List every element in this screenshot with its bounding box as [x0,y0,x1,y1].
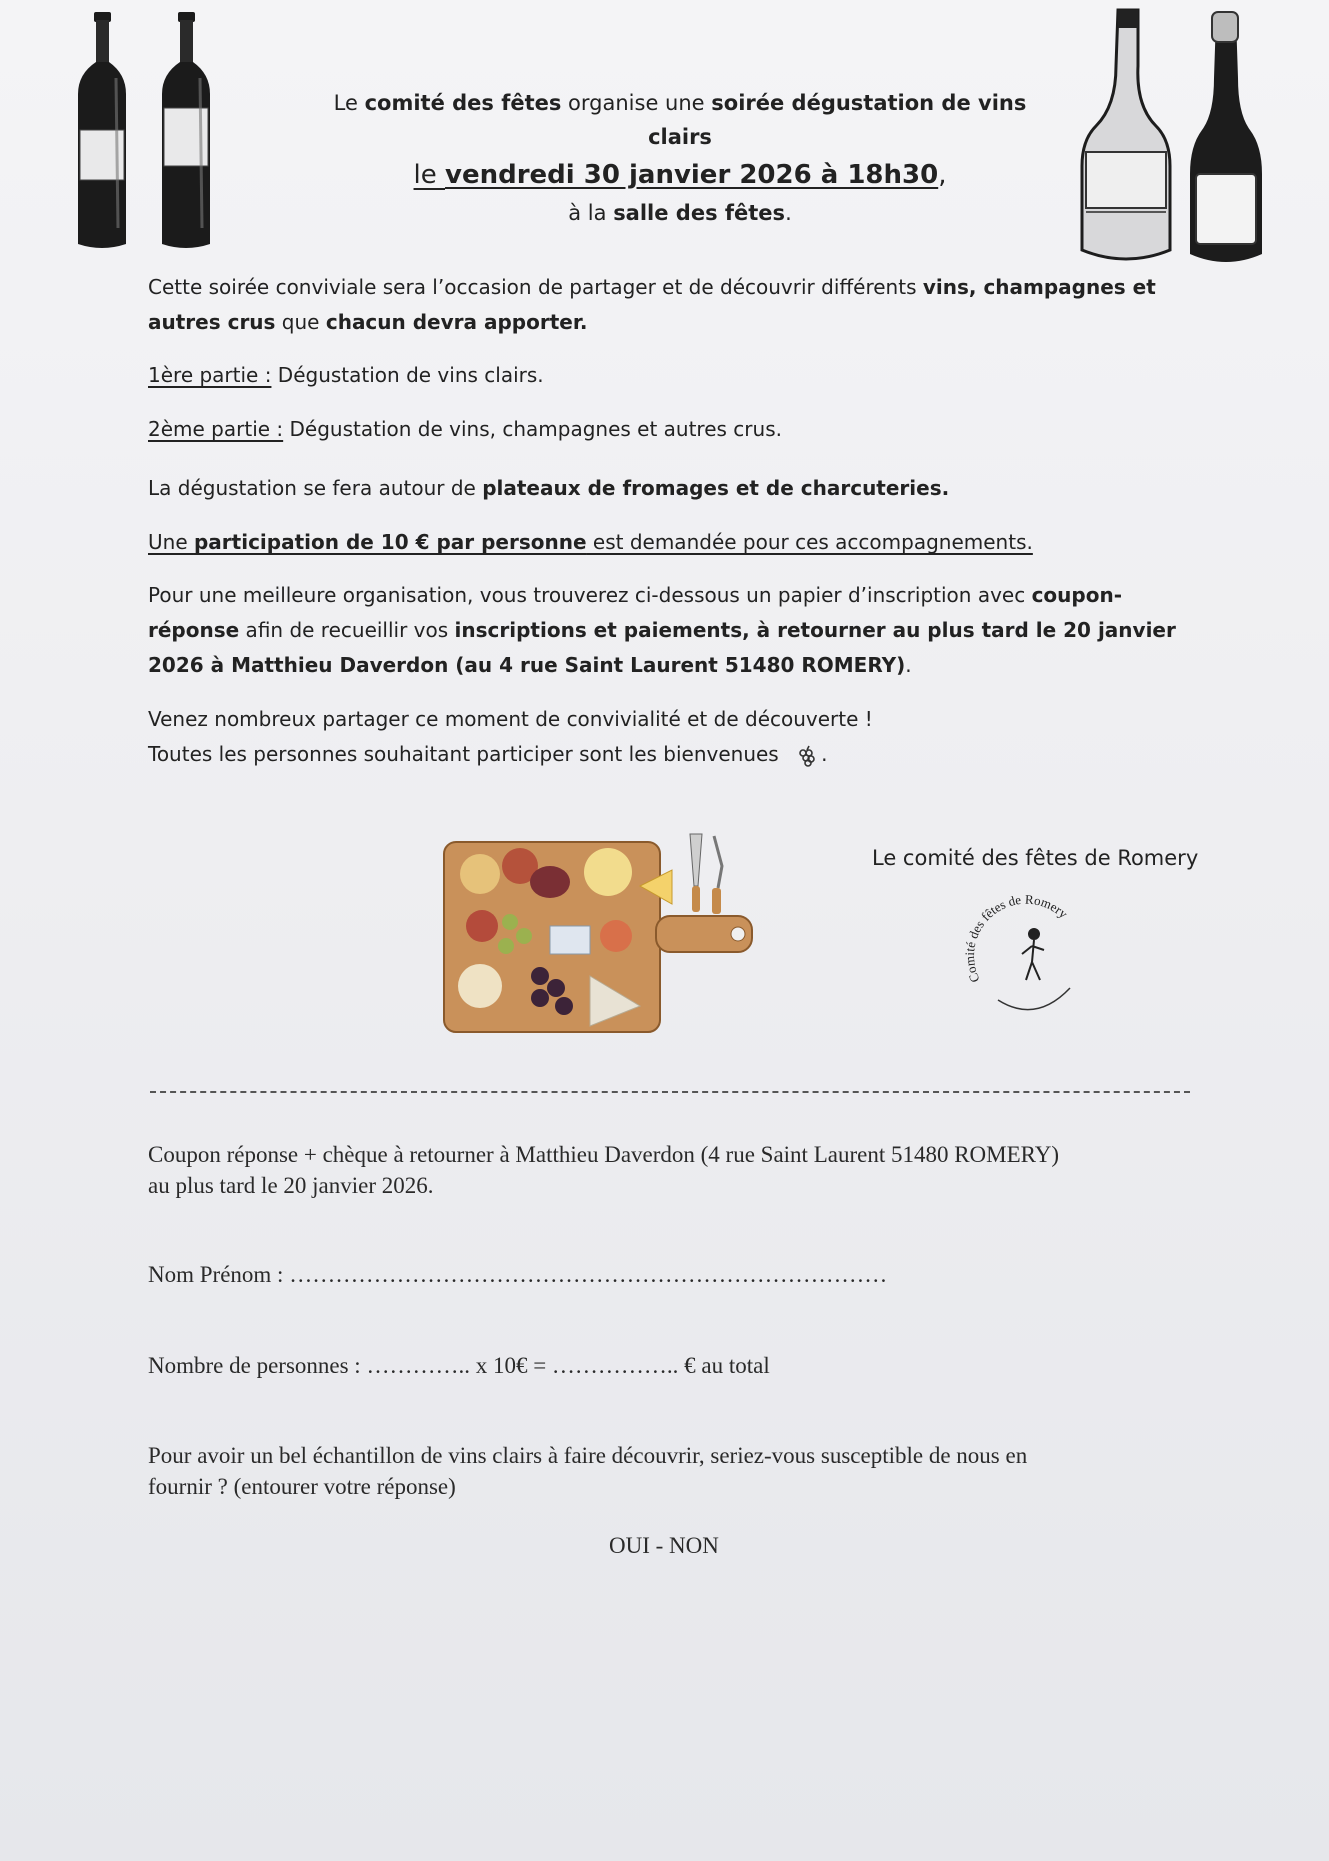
signature: Le comité des fêtes de Romery [872,846,1199,870]
sample-question: Pour avoir un bel échantillon de vins clairs à faire découvrir, seriez-vous susceptible de nous en fournir ? (entourer votre réponse) [148,1443,1028,1499]
wine-bottles-left-icon [72,8,232,253]
champagne-bottles-right-icon [1066,6,1276,266]
name-field[interactable]: Nom Prénom : …………………………………………………………………… [148,1262,888,1287]
coupon-line-1: Coupon réponse + chèque à retourner à Matthieu Daverdon (4 rue Saint Laurent 51480 ROMERY) [148,1142,1060,1167]
committee-logo-icon [958,884,1098,1024]
event-date: le vendredi 30 janvier 2026 à 18h30, [413,160,947,190]
svg-text:Comité des fêtes de Romery: Comité des fêtes de Romery [961,891,1071,985]
header-line-1: Le comité des fêtes organise une soirée dégustation de vins clairs [333,91,1027,149]
persons-field[interactable]: Nombre de personnes : ………….. x 10€ = …………….. € au total [148,1353,770,1378]
part-one: 1ère partie : Dégustation de vins clairs. [148,363,544,387]
yes-no-answer[interactable]: OUI - NON [609,1533,719,1558]
event-location: à la salle des fêtes. [568,201,792,225]
intro-paragraph: Cette soirée conviviale sera l’occasion de partager et de découvrir différents vins, champagnes et autres crus que chacun devra apporter. [148,275,1156,334]
grapes-icon [795,744,819,768]
event-header [300,86,1060,228]
coupon-separator [150,1091,1190,1093]
coupon-line-2: au plus tard le 20 janvier 2026. [148,1173,434,1198]
coupon-instructions [148,1139,1228,1201]
closing-paragraph: Venez nombreux partager ce moment de convivialité et de découverte ! Toutes les personnes souhaitant participer sont les bienvenues . [148,707,873,766]
tasting-paragraph: La dégustation se fera autour de plateaux de fromages et de charcuteries. [148,476,950,500]
participation-paragraph: Une participation de 10 € par personne est demandée pour ces accompagnements. [148,530,1033,554]
charcuterie-board-icon [440,826,770,1036]
part-two: 2ème partie : Dégustation de vins, champagnes et autres crus. [148,417,782,441]
organisation-paragraph: Pour une meilleure organisation, vous trouverez ci-dessous un papier d’inscription avec coupon- réponse afin de recueillir vos inscriptions et paiements, à retourner au plus tard le 20 janvier 2026 à Matthieu Daverdon (au 4 rue Saint Laurent 51480 ROMERY). [148,583,1176,677]
